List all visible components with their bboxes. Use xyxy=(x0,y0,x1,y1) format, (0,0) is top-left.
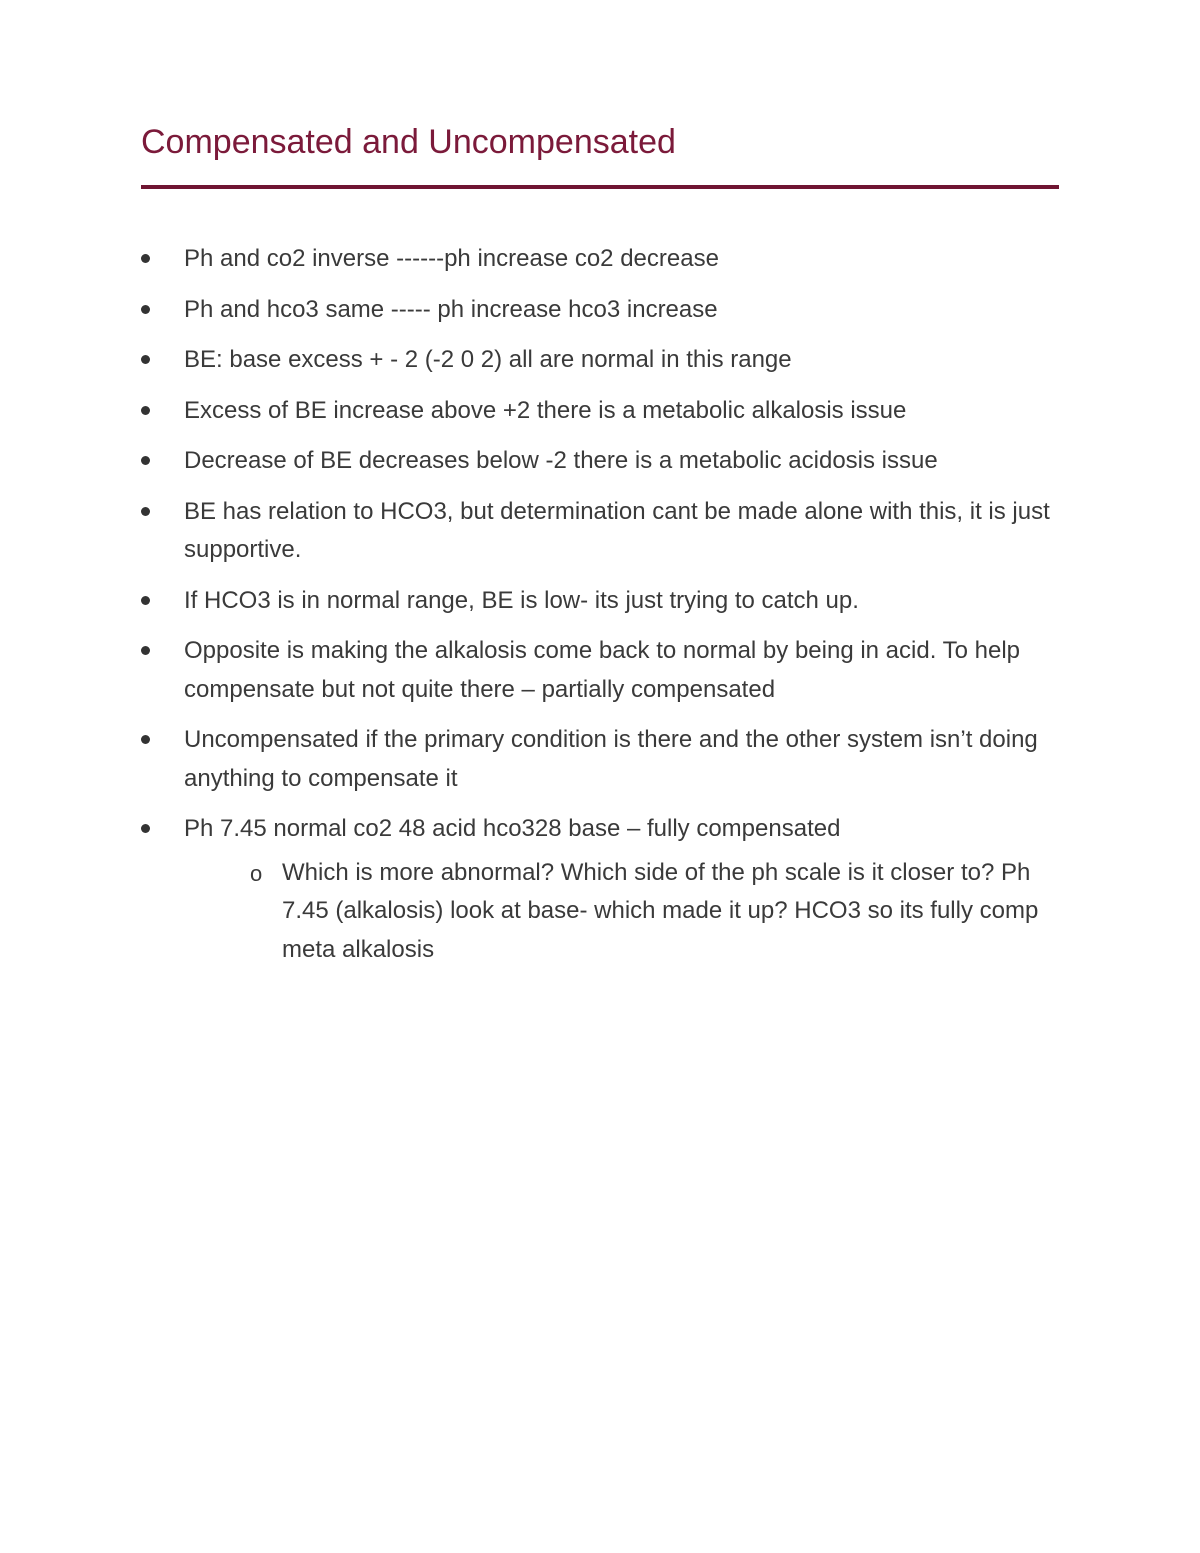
list-item-text: Uncompensated if the primary condition is there and the other system isn’t doing anything to compensate it xyxy=(184,726,1038,792)
list-item xyxy=(141,493,1071,570)
list-item-text: BE has relation to HCO3, but determination cant be made alone with this, it is just supportive. xyxy=(184,497,1050,563)
list-item xyxy=(141,632,1071,709)
list-item-text: Ph and co2 inverse ------ph increase co2 decrease xyxy=(184,245,719,272)
list-item xyxy=(141,442,1071,481)
list-item xyxy=(141,392,1071,431)
bullet-icon xyxy=(141,507,150,516)
bullet-icon xyxy=(141,646,150,655)
list-item-text: Decrease of BE decreases below -2 there is a metabolic acidosis issue xyxy=(184,447,938,474)
bullet-icon xyxy=(141,355,150,364)
list-item xyxy=(141,721,1071,798)
bullet-list xyxy=(141,240,1071,981)
sub-list xyxy=(184,854,1071,970)
list-item xyxy=(141,341,1071,380)
list-item-text: BE: base excess + - 2 (-2 0 2) all are normal in this range xyxy=(184,346,792,373)
bullet-icon xyxy=(141,305,150,314)
bullet-icon xyxy=(141,596,150,605)
title-divider xyxy=(141,185,1059,189)
list-item-text: If HCO3 is in normal range, BE is low- its just trying to catch up. xyxy=(184,586,859,614)
list-item xyxy=(141,291,1071,330)
list-item-text: Excess of BE increase above +2 there is a metabolic alkalosis issue xyxy=(184,396,907,424)
list-item-text: Ph 7.45 normal co2 48 acid hco328 base – fully compensated xyxy=(184,815,841,842)
list-item xyxy=(141,582,1071,621)
bullet-icon xyxy=(141,406,150,415)
list-item-text: Opposite is making the alkalosis come back to normal by being in acid. To help compensate but not quite there – partially compensated xyxy=(184,637,1021,703)
list-item xyxy=(141,240,1071,279)
bullet-icon xyxy=(141,735,150,744)
sub-list-item xyxy=(184,854,1071,970)
bullet-icon xyxy=(141,456,150,465)
bullet-icon xyxy=(141,824,150,833)
page-title: Compensated and Uncompensated xyxy=(141,123,676,161)
list-item xyxy=(141,810,1071,969)
bullet-icon xyxy=(141,254,150,263)
hollow-circle-bullet-icon: o xyxy=(250,860,263,886)
sub-list-item-text: Which is more abnormal? Which side of the ph scale is it closer to? Ph 7.45 (alkalosis) look at base- which made it up? HCO3 so its fully comp meta alkalosis xyxy=(282,858,1039,963)
list-item-text: Ph and hco3 same ----- ph increase hco3 increase xyxy=(184,295,718,323)
